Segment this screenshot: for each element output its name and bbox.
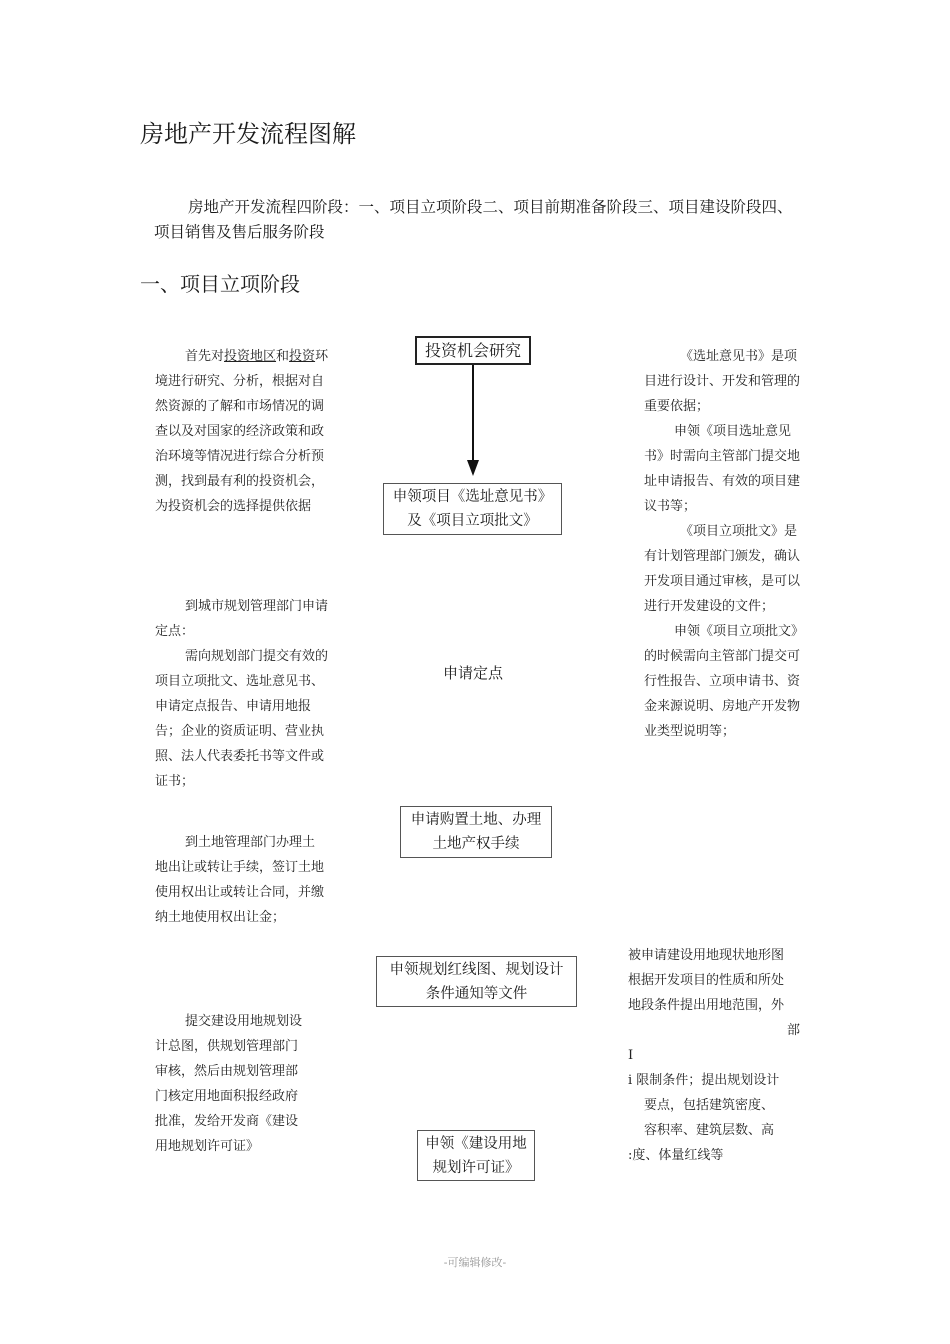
right-note-site-docs: 《选址意见书》是项目进行设计、开发和管理的重要依据； 申领《项目选址意见书》时需向主管部门提交地址申请报告、有效的项目建议书等； 《项目立项批文》是有计划管理部门颁发，确认开发项目通过审核，是可以进行开发建设的文件； 申领《项目立项批文》的时候需向主管部门提交可行性报告、立项申请书、资金来源说明、房地产开发物业类型说明等；: [644, 349, 801, 739]
flow-arrow: [455, 364, 495, 480]
left-note-site-application: 到城市规划管理部门申请定点： 需向规划部门提交有效的项目立项批文、选址意见书、申请定点报告、申请用地报告；企业的资质证明、营业执照、法人代表委托书等文件或证书；: [155, 599, 329, 789]
flow-step-land-purchase: 申请购置土地、办理 土地产权手续: [400, 806, 552, 858]
page-title: 房地产开发流程图解: [140, 120, 356, 148]
flow-step-redline-map: 申领规划红线图、规划设计 条件通知等文件: [376, 956, 577, 1007]
left-note-land: 到土地管理部门办理土地出让或转让手续，签订土地使用权出让或转让合同，并缴纳土地使用权出让金；: [155, 835, 325, 925]
section-heading: 一、项目立项阶段: [140, 272, 300, 296]
footer-text: -可编辑修改-: [443, 1256, 507, 1269]
left-note-planning-permit: 提交建设用地规划设计总图，供规划管理部门审核，然后由规划管理部门核定用地面积报经政府批准，发给开发商《建设用地规划许可证》: [155, 1014, 303, 1154]
flow-step-investment-research: 投资机会研究: [415, 336, 531, 365]
right-note-planning: 被申请建设用地现状地形图 根据开发项目的性质和所处 地段条件提出用地范围，外 部 I i 限制条件；提出规划设计 要点，包括建筑密度、 容积率、建筑层数、高 :度、体量红线等: [628, 948, 800, 1163]
flow-step-apply-location: 申请定点: [443, 664, 504, 682]
flow-step-site-approval: 申领项目《选址意见书》 及《项目立项批文》: [383, 483, 562, 535]
left-note-investment: 首先对投资地区和投资环境进行研究、分析，根据对自然资源的了解和市场情况的调查以及对国家的经济政策和政治环境等情况进行综合分析预测，找到最有利的投资机会，为投资机会的选择提供依据: [155, 349, 329, 514]
link-investment[interactable]: 投资: [289, 349, 316, 364]
flow-step-planning-permit: 申领《建设用地 规划许可证》: [417, 1130, 535, 1181]
link-investment-region[interactable]: 投资地区: [224, 349, 277, 364]
intro-paragraph: 房地产开发流程四阶段：一、项目立项阶段二、项目前期准备阶段三、项目建设阶段四、项目销售及售后服务阶段: [154, 198, 793, 241]
